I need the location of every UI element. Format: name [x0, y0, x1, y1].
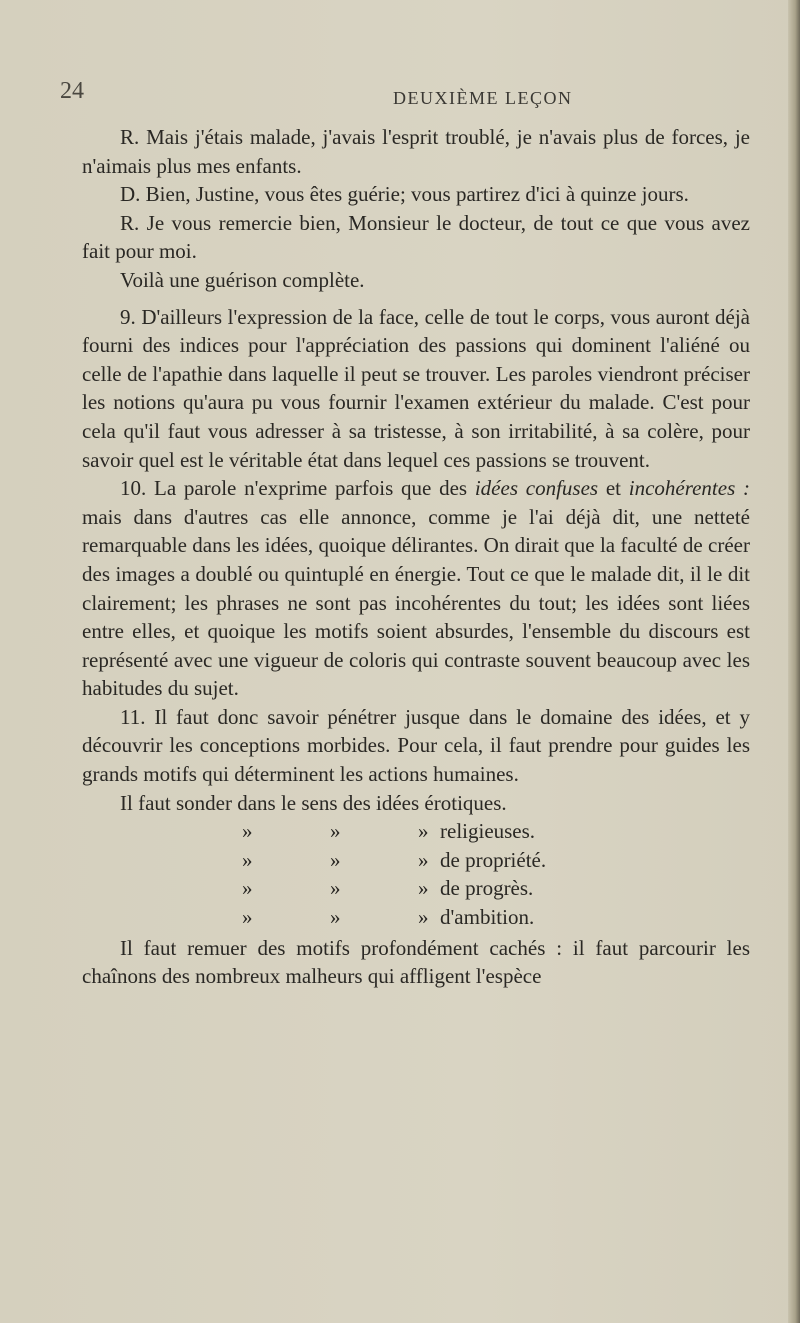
running-head	[60, 78, 780, 118]
ditto-mark: »	[418, 876, 429, 901]
ditto-item: de propriété.	[440, 847, 547, 872]
ditto-mark: »	[242, 905, 253, 930]
dialogue-line: R. Je vous remercie bien, Monsieur le docteur, de tout ce que vous avez fait pour moi.	[82, 210, 750, 264]
dialogue-line: R. Mais j'étais malade, j'avais l'esprit troublé, je n'avais plus de forces, je n'aimais plus mes enfants.	[82, 125, 750, 178]
dialogue-line: D. Bien, Justine, vous êtes guérie; vous partirez d'ici à quinze jours.	[120, 182, 689, 207]
p10-lead: 10. La parole n'exprime parfois que des	[120, 476, 475, 501]
header-title: DEUXIÈME LEÇON	[393, 88, 573, 108]
page-edge	[788, 0, 800, 1323]
ditto-mark: »	[418, 819, 429, 844]
ditto-mark: »	[330, 847, 341, 872]
p10-emphasis-1: idées confuses	[474, 476, 599, 501]
ditto-mark: »	[418, 905, 429, 930]
paragraph-11: 11. Il faut donc savoir pénétrer jusque dans le domaine des idées, et y découvrir les conceptions morbides. Pour cela, il faut prendre pour guides les grands motifs qui déterminent les actions humaines.	[82, 704, 750, 787]
p10-rest: mais dans d'autres cas elle annonce, comme je l'ai déjà dit, une netteté remarquable dans les idées, quoique délirantes. On dirait que la faculté de créer des images a doublé ou quintuplé en énergie. Tout ce que le malade dit, il le dit clairement; les phrases ne sont pas incohérentes du tout; les idées sont liées entre elles, et quoique les motifs soient absurdes, l'ensemble du discours est représenté avec une vigueur de coloris qui contraste souvent beaucoup avec les habitudes du sujet.	[82, 504, 750, 701]
p10-emphasis-2: incohérentes :	[628, 476, 750, 501]
list-intro: Il faut sonder dans le sens des idées érotiques.	[120, 790, 507, 815]
ditto-item: d'ambition.	[440, 905, 535, 930]
page-number: 24	[60, 78, 84, 104]
paragraph-9: 9. D'ailleurs l'expression de la face, celle de tout le corps, vous auront déjà fourni des indices pour l'appréciation des passions qui dominent l'aliéné ou celle de l'apathie dans laquelle il peut se trouver. Les paroles viendront préciser les notions qu'aura pu vous fournir l'examen extérieur du malade. C'est pour cela qu'il faut vous adresser à sa tristesse, à son irritabilité, à sa colère, pour savoir quel est le véritable état dans lequel ces passions se trouvent.	[82, 304, 750, 472]
ditto-mark: »	[418, 847, 429, 872]
ditto-item: religieuses.	[440, 819, 536, 844]
p10-mid: et	[598, 476, 629, 501]
ditto-mark: »	[330, 905, 341, 930]
ditto-mark: »	[242, 847, 253, 872]
ditto-row	[82, 903, 750, 932]
ditto-row	[82, 874, 750, 903]
conclusion-line: Voilà une guérison complète.	[120, 267, 365, 292]
ditto-row	[82, 817, 750, 846]
closing-paragraph: Il faut remuer des motifs profondément cachés : il faut parcourir les chaînons des nombreux malheurs qui affligent l'espèce	[82, 935, 750, 989]
ditto-mark: »	[330, 819, 341, 844]
ditto-row	[82, 846, 750, 875]
paragraph-10	[82, 474, 750, 703]
ditto-mark: »	[330, 876, 341, 901]
ditto-item: de progrès.	[440, 876, 534, 901]
body-text	[82, 123, 750, 991]
ditto-mark: »	[242, 876, 253, 901]
ditto-mark: »	[242, 819, 253, 844]
